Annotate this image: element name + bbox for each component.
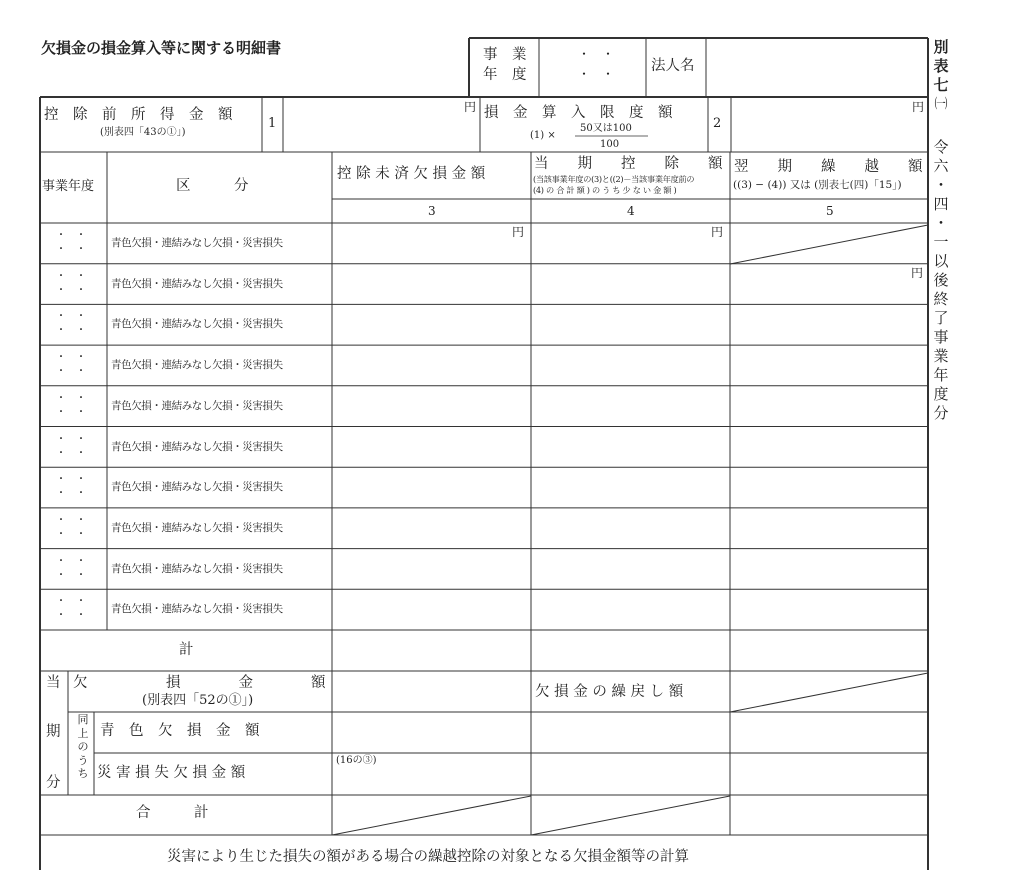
current-deduction-column-header: 当 期 控 除 額 bbox=[534, 156, 723, 172]
current-period-char-2: 期 bbox=[46, 724, 61, 740]
loss-amount-label-first: 欠 bbox=[73, 675, 88, 691]
row-category-label: 青色欠損・連結みなし欠損・災害損失 bbox=[111, 237, 283, 249]
deduction-limit-label: 損 金 算 入 限 度 額 bbox=[484, 105, 673, 121]
pre-deduction-income-ref: (別表四「43の①」) bbox=[100, 127, 186, 138]
loss-amount-label: 損 金 額 bbox=[166, 675, 326, 691]
form-title: 欠損金の損金算入等に関する明細書 bbox=[41, 39, 282, 57]
line-number-2: 2 bbox=[713, 116, 722, 131]
carry-forward-note: ((3) − (4)) 又は (別表七(四)「15」) bbox=[733, 179, 902, 191]
row-fiscal-year-field-end[interactable]: ・ ・ bbox=[56, 610, 86, 622]
form-number-label: 別 表 七 ㈠ bbox=[933, 38, 949, 112]
row-category-label: 青色欠損・連結みなし欠損・災害損失 bbox=[111, 440, 283, 453]
row-category-label: 青色欠損・連結みなし欠損・災害損失 bbox=[111, 481, 283, 494]
row-fiscal-year-field-end[interactable]: ・ ・ bbox=[56, 325, 86, 337]
limit-formula-denominator: 100 bbox=[600, 139, 620, 150]
row-category-label: 青色欠損・連結みなし欠損・災害損失 bbox=[111, 359, 283, 372]
column-number-4: 4 bbox=[627, 204, 635, 218]
column-number-3: 3 bbox=[428, 204, 436, 218]
row-fiscal-year-field-end[interactable]: ・ ・ bbox=[56, 244, 86, 255]
row-fiscal-year-field-end[interactable]: ・ ・ bbox=[56, 406, 86, 418]
blue-loss-label: 青 色 欠 損 金 額 bbox=[100, 723, 260, 739]
yen-unit: 円 bbox=[512, 225, 525, 239]
fiscal-year-label-1: 事 業 bbox=[483, 47, 527, 63]
yen-unit: 円 bbox=[464, 100, 477, 114]
row-fiscal-year-field-end[interactable]: ・ ・ bbox=[56, 284, 86, 296]
row-fiscal-year-field-end[interactable]: ・ ・ bbox=[56, 366, 86, 378]
yen-unit: 円 bbox=[911, 266, 924, 280]
current-deduction-note-2: (4) の 合 計 額 ) の う ち 少 な い 金 額 ) bbox=[533, 185, 677, 195]
current-period-char-1: 当 bbox=[46, 675, 61, 691]
row-category-label: 青色欠損・連結みなし欠損・災害損失 bbox=[111, 399, 283, 412]
fiscal-year-column-header: 事業年度 bbox=[42, 179, 95, 194]
row-fiscal-year-field[interactable]: ・ ・ bbox=[56, 230, 86, 241]
row-fiscal-year-field[interactable]: ・ ・ bbox=[56, 352, 86, 364]
row-fiscal-year-field-end[interactable]: ・ ・ bbox=[56, 488, 86, 500]
fiscal-year-start-field[interactable]: ・ ・ bbox=[578, 47, 615, 61]
row-fiscal-year-field[interactable]: ・ ・ bbox=[56, 311, 86, 323]
yen-unit: 円 bbox=[711, 225, 724, 239]
grand-total-label: 合 計 bbox=[136, 805, 209, 821]
row-fiscal-year-field-end[interactable]: ・ ・ bbox=[56, 447, 86, 459]
corp-name-label: 法人名 bbox=[651, 58, 695, 74]
yen-unit: 円 bbox=[912, 100, 925, 114]
of-which-label: 同 上 の う ち bbox=[77, 713, 89, 780]
line-number-1: 1 bbox=[268, 116, 277, 131]
fiscal-year-label-2: 年 度 bbox=[483, 67, 527, 83]
footer-section-title: 災害により生じた損失の額がある場合の繰越控除の対象となる欠損金額等の計算 bbox=[167, 849, 689, 865]
row-fiscal-year-field[interactable]: ・ ・ bbox=[56, 514, 86, 526]
row-category-label: 青色欠損・連結みなし欠損・災害損失 bbox=[111, 318, 283, 331]
fiscal-year-end-field[interactable]: ・ ・ bbox=[578, 67, 615, 81]
carryback-label: 欠 損 金 の 繰 戻 し 額 bbox=[535, 684, 684, 700]
row-fiscal-year-field-end[interactable]: ・ ・ bbox=[56, 528, 86, 540]
loss-amount-ref: (別表四「52の①」) bbox=[142, 693, 254, 708]
row-fiscal-year-field-end[interactable]: ・ ・ bbox=[56, 569, 86, 581]
row-category-label: 青色欠損・連結みなし欠損・災害損失 bbox=[111, 277, 283, 290]
row-fiscal-year-field[interactable]: ・ ・ bbox=[56, 392, 86, 404]
row-category-label: 青色欠損・連結みなし欠損・災害損失 bbox=[111, 603, 283, 616]
row-fiscal-year-field[interactable]: ・ ・ bbox=[56, 270, 86, 282]
limit-formula-prefix: (1) × bbox=[530, 130, 556, 141]
current-period-char-3: 分 bbox=[46, 775, 61, 791]
row-fiscal-year-field[interactable]: ・ ・ bbox=[56, 555, 86, 567]
carry-forward-column-header: 翌 期 繰 越 額 bbox=[734, 159, 923, 175]
disaster-loss-ref: (16の③) bbox=[336, 755, 377, 766]
period-applicability-note: 令 六 ・ 四 ・ 一 以 後 終 了 事 業 年 度 分 bbox=[933, 138, 949, 422]
row-category-label: 青色欠損・連結みなし欠損・災害損失 bbox=[111, 562, 283, 575]
current-deduction-note-1: (当該事業年度の(3)と((2)－当該事業年度前の bbox=[533, 174, 695, 184]
pre-deduction-income-label: 控 除 前 所 得 金 額 bbox=[44, 107, 233, 123]
limit-formula-numerator: 50又は100 bbox=[580, 123, 632, 134]
row-fiscal-year-field[interactable]: ・ ・ bbox=[56, 433, 86, 445]
disaster-loss-label: 災 害 損 失 欠 損 金 額 bbox=[97, 765, 246, 781]
total-label: 計 bbox=[179, 642, 194, 658]
category-column-header: 区 分 bbox=[176, 178, 249, 194]
column-number-5: 5 bbox=[826, 204, 834, 218]
unused-loss-column-header: 控 除 未 済 欠 損 金 額 bbox=[337, 166, 486, 182]
row-fiscal-year-field[interactable]: ・ ・ bbox=[56, 596, 86, 608]
row-fiscal-year-field[interactable]: ・ ・ bbox=[56, 474, 86, 486]
row-category-label: 青色欠損・連結みなし欠損・災害損失 bbox=[111, 521, 283, 534]
